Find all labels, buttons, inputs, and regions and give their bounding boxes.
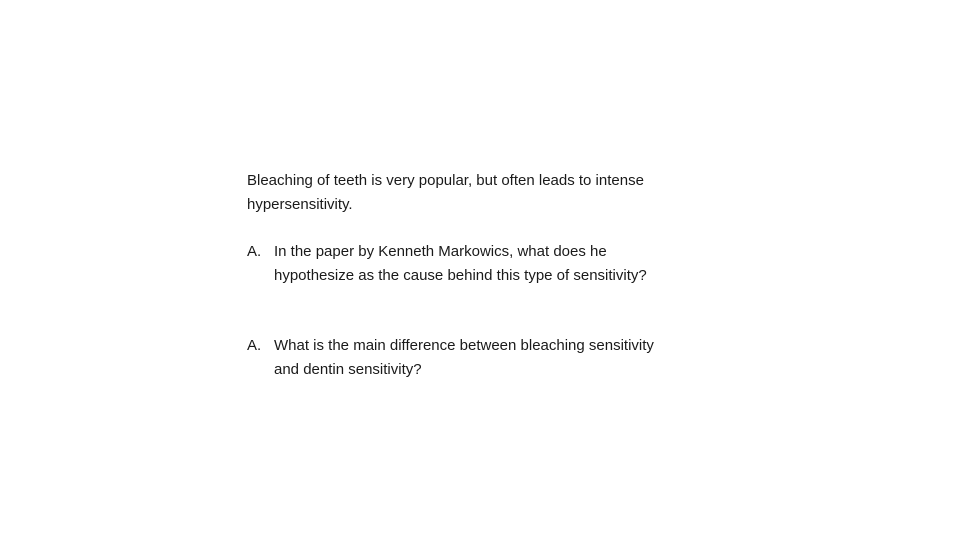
question-marker: A.: [247, 243, 262, 260]
question-item: [247, 240, 717, 288]
question-line-2: and dentin sensitivity?: [274, 361, 422, 378]
question-line-1: In the paper by Kenneth Markowics, what does he: [274, 243, 607, 260]
question-line-1: What is the main difference between bleaching sensitivity: [274, 337, 654, 354]
intro-paragraph: [247, 169, 717, 217]
question-text: [274, 334, 717, 382]
question-text: [274, 240, 717, 288]
question-marker: A.: [247, 337, 262, 354]
intro-line-1: Bleaching of teeth is very popular, but often leads to intense: [247, 172, 644, 189]
question-item: [247, 334, 717, 382]
question-line-2: hypothesize as the cause behind this type of sensitivity?: [274, 267, 647, 284]
intro-line-2: hypersensitivity.: [247, 196, 353, 213]
slide-content: [247, 169, 717, 382]
